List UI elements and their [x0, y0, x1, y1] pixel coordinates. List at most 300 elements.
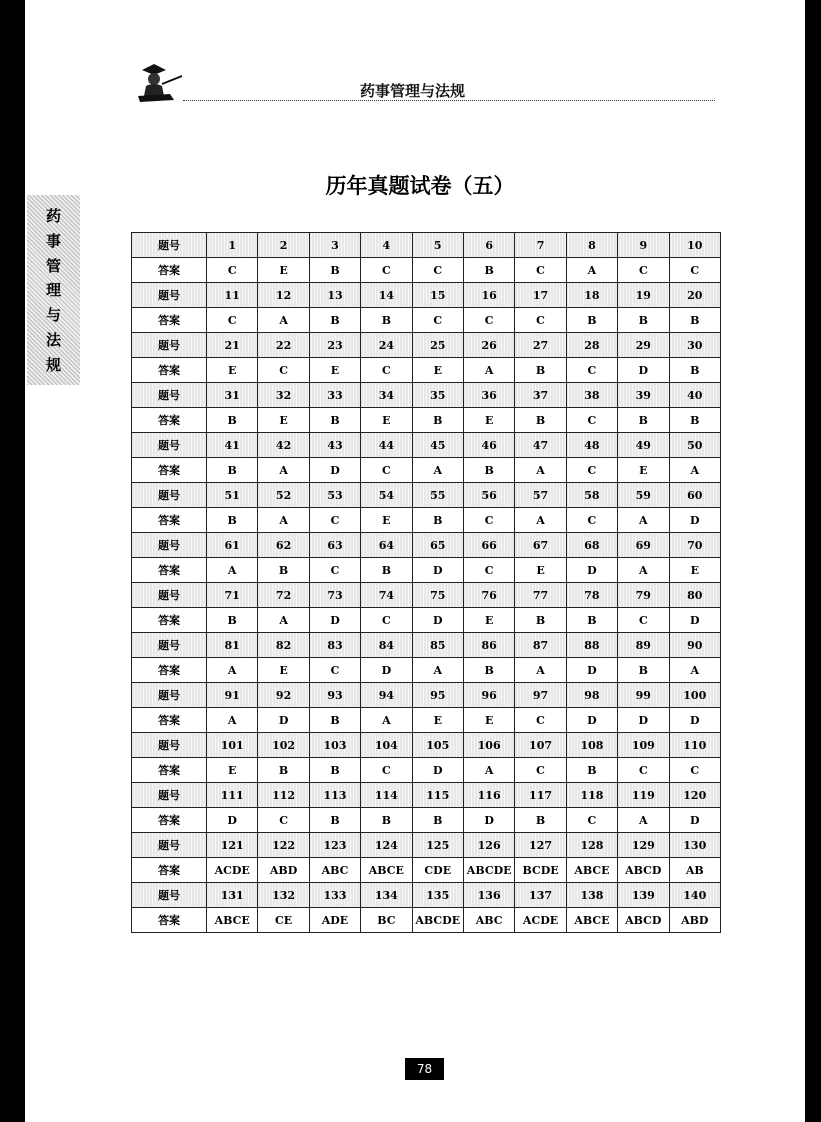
question-number-cell: 22 [258, 333, 309, 358]
answer-cell: C [309, 658, 360, 683]
answer-cell: D [309, 458, 360, 483]
question-number-cell: 102 [258, 733, 309, 758]
row-label: 题号 [132, 433, 207, 458]
question-number-cell: 133 [309, 883, 360, 908]
answer-row [132, 608, 721, 633]
answer-cell: C [361, 458, 412, 483]
question-number-cell: 124 [361, 833, 412, 858]
answer-cell: B [361, 808, 412, 833]
row-label: 答案 [132, 408, 207, 433]
answer-row [132, 808, 721, 833]
answer-cell: B [207, 508, 258, 533]
answer-cell: C [515, 258, 566, 283]
question-number-cell: 53 [309, 483, 360, 508]
answer-cell: ABCDE [463, 858, 514, 883]
answer-cell: A [207, 558, 258, 583]
question-number-cell: 90 [669, 633, 720, 658]
answer-row [132, 758, 721, 783]
question-number-cell: 134 [361, 883, 412, 908]
question-number-cell: 118 [566, 783, 617, 808]
scan-border-left [0, 0, 25, 1122]
question-number-cell: 76 [463, 583, 514, 608]
answer-row [132, 458, 721, 483]
question-number-cell: 59 [618, 483, 669, 508]
side-tab-char: 管 [45, 256, 61, 275]
answer-cell: B [361, 558, 412, 583]
answer-cell: D [566, 658, 617, 683]
answer-cell: B [463, 258, 514, 283]
question-number-cell: 56 [463, 483, 514, 508]
row-label: 题号 [132, 483, 207, 508]
running-header-title: 药事管理与法规 [360, 82, 466, 100]
question-number-cell: 4 [361, 233, 412, 258]
answer-cell: C [463, 558, 514, 583]
answer-cell: B [207, 458, 258, 483]
question-number-row [132, 783, 721, 808]
question-number-cell: 119 [618, 783, 669, 808]
row-label: 答案 [132, 558, 207, 583]
question-number-cell: 79 [618, 583, 669, 608]
question-number-cell: 126 [463, 833, 514, 858]
answer-cell: C [361, 358, 412, 383]
answer-cell: B [207, 608, 258, 633]
side-tab-char: 法 [45, 331, 61, 350]
answer-cell: ADE [309, 908, 360, 933]
row-label: 答案 [132, 308, 207, 333]
question-number-cell: 36 [463, 383, 514, 408]
page-number: 78 [405, 1058, 444, 1080]
answer-cell: E [361, 408, 412, 433]
answer-cell: B [566, 608, 617, 633]
question-number-cell: 45 [412, 433, 463, 458]
answer-cell: B [309, 258, 360, 283]
row-label: 答案 [132, 908, 207, 933]
question-number-cell: 105 [412, 733, 463, 758]
answer-row [132, 908, 721, 933]
question-number-cell: 37 [515, 383, 566, 408]
row-label: 题号 [132, 783, 207, 808]
answer-cell: B [309, 408, 360, 433]
answer-cell: D [669, 708, 720, 733]
question-number-cell: 51 [207, 483, 258, 508]
question-number-cell: 68 [566, 533, 617, 558]
answer-cell: C [515, 708, 566, 733]
answer-cell: C [412, 308, 463, 333]
question-number-cell: 123 [309, 833, 360, 858]
answer-cell: ABD [669, 908, 720, 933]
question-number-cell: 7 [515, 233, 566, 258]
answer-cell: A [566, 258, 617, 283]
answer-row [132, 858, 721, 883]
question-number-cell: 115 [412, 783, 463, 808]
row-label: 题号 [132, 833, 207, 858]
question-number-cell: 92 [258, 683, 309, 708]
question-number-cell: 55 [412, 483, 463, 508]
answer-row [132, 508, 721, 533]
answer-cell: D [463, 808, 514, 833]
answer-cell: C [618, 608, 669, 633]
question-number-row [132, 833, 721, 858]
answer-cell: D [309, 608, 360, 633]
scholar-logo-icon [134, 62, 184, 104]
answer-cell: A [669, 458, 720, 483]
question-number-row [132, 233, 721, 258]
answer-cell: C [618, 258, 669, 283]
question-number-cell: 129 [618, 833, 669, 858]
question-number-row [132, 433, 721, 458]
answer-cell: A [463, 358, 514, 383]
row-label: 题号 [132, 233, 207, 258]
answer-cell: ABCE [207, 908, 258, 933]
answer-cell: C [361, 258, 412, 283]
question-number-cell: 25 [412, 333, 463, 358]
row-label: 题号 [132, 533, 207, 558]
question-number-cell: 42 [258, 433, 309, 458]
row-label: 题号 [132, 283, 207, 308]
answer-cell: B [412, 408, 463, 433]
answer-cell: B [412, 508, 463, 533]
answer-cell: E [463, 408, 514, 433]
answer-cell: B [618, 408, 669, 433]
answer-cell: D [566, 708, 617, 733]
question-number-cell: 5 [412, 233, 463, 258]
answer-cell: E [463, 708, 514, 733]
question-number-cell: 101 [207, 733, 258, 758]
question-number-cell: 41 [207, 433, 258, 458]
answer-cell: AB [669, 858, 720, 883]
question-number-cell: 69 [618, 533, 669, 558]
side-tab-char: 理 [45, 281, 61, 300]
answer-cell: A [515, 508, 566, 533]
answer-cell: E [361, 508, 412, 533]
question-number-cell: 104 [361, 733, 412, 758]
answer-cell: C [566, 808, 617, 833]
row-label: 题号 [132, 883, 207, 908]
answer-cell: B [566, 758, 617, 783]
answer-cell: E [258, 408, 309, 433]
answer-cell: B [515, 358, 566, 383]
row-label: 题号 [132, 733, 207, 758]
answer-cell: BC [361, 908, 412, 933]
question-number-cell: 10 [669, 233, 720, 258]
answer-cell: A [669, 658, 720, 683]
answer-cell: E [669, 558, 720, 583]
answer-cell: E [207, 358, 258, 383]
question-number-cell: 40 [669, 383, 720, 408]
question-number-cell: 60 [669, 483, 720, 508]
scan-border-right [805, 0, 821, 1122]
question-number-cell: 52 [258, 483, 309, 508]
question-number-cell: 48 [566, 433, 617, 458]
question-number-cell: 96 [463, 683, 514, 708]
question-number-cell: 77 [515, 583, 566, 608]
answer-cell: C [207, 308, 258, 333]
answer-cell: C [361, 608, 412, 633]
question-number-cell: 64 [361, 533, 412, 558]
question-number-cell: 139 [618, 883, 669, 908]
question-number-cell: 122 [258, 833, 309, 858]
question-number-cell: 26 [463, 333, 514, 358]
answer-cell: D [412, 608, 463, 633]
question-number-cell: 24 [361, 333, 412, 358]
question-number-cell: 125 [412, 833, 463, 858]
answer-cell: C [258, 358, 309, 383]
question-number-cell: 87 [515, 633, 566, 658]
question-number-row [132, 333, 721, 358]
question-number-cell: 117 [515, 783, 566, 808]
answer-cell: D [618, 358, 669, 383]
row-label: 答案 [132, 508, 207, 533]
answer-cell: ABCE [566, 908, 617, 933]
question-number-cell: 32 [258, 383, 309, 408]
answer-cell: D [361, 658, 412, 683]
question-number-cell: 112 [258, 783, 309, 808]
question-number-cell: 11 [207, 283, 258, 308]
question-number-cell: 95 [412, 683, 463, 708]
question-number-cell: 65 [412, 533, 463, 558]
answer-cell: B [309, 758, 360, 783]
answer-row [132, 408, 721, 433]
answer-cell: E [463, 608, 514, 633]
question-number-cell: 82 [258, 633, 309, 658]
row-label: 题号 [132, 633, 207, 658]
question-number-cell: 128 [566, 833, 617, 858]
row-label: 答案 [132, 658, 207, 683]
question-number-cell: 18 [566, 283, 617, 308]
question-number-cell: 63 [309, 533, 360, 558]
question-number-cell: 54 [361, 483, 412, 508]
answer-cell: A [207, 708, 258, 733]
question-number-cell: 113 [309, 783, 360, 808]
answer-cell: B [618, 658, 669, 683]
question-number-cell: 15 [412, 283, 463, 308]
answer-row [132, 358, 721, 383]
answer-cell: C [258, 808, 309, 833]
answer-cell: ABCE [566, 858, 617, 883]
answer-cell: B [258, 558, 309, 583]
question-number-row [132, 483, 721, 508]
answer-cell: B [463, 458, 514, 483]
answer-cell: C [207, 258, 258, 283]
answer-cell: BCDE [515, 858, 566, 883]
page-title: 历年真题试卷（五） [325, 174, 515, 198]
question-number-cell: 62 [258, 533, 309, 558]
question-number-cell: 135 [412, 883, 463, 908]
question-number-cell: 114 [361, 783, 412, 808]
question-number-cell: 30 [669, 333, 720, 358]
answer-cell: B [515, 808, 566, 833]
question-number-cell: 140 [669, 883, 720, 908]
answer-cell: C [515, 308, 566, 333]
question-number-cell: 17 [515, 283, 566, 308]
row-label: 答案 [132, 708, 207, 733]
question-number-cell: 85 [412, 633, 463, 658]
answer-cell: A [258, 458, 309, 483]
answer-cell: CDE [412, 858, 463, 883]
question-number-cell: 107 [515, 733, 566, 758]
answer-cell: B [618, 308, 669, 333]
question-number-cell: 81 [207, 633, 258, 658]
question-number-cell: 34 [361, 383, 412, 408]
question-number-cell: 61 [207, 533, 258, 558]
question-number-cell: 19 [618, 283, 669, 308]
question-number-cell: 67 [515, 533, 566, 558]
answer-cell: B [669, 408, 720, 433]
question-number-cell: 8 [566, 233, 617, 258]
question-number-row [132, 633, 721, 658]
answer-cell: E [618, 458, 669, 483]
answer-row [132, 308, 721, 333]
question-number-row [132, 283, 721, 308]
row-label: 答案 [132, 358, 207, 383]
question-number-row [132, 733, 721, 758]
answer-cell: ACDE [515, 908, 566, 933]
question-number-cell: 86 [463, 633, 514, 658]
question-number-cell: 108 [566, 733, 617, 758]
answer-cell: ABC [309, 858, 360, 883]
answer-cell: C [361, 758, 412, 783]
answer-cell: A [618, 808, 669, 833]
question-number-cell: 131 [207, 883, 258, 908]
side-tab-char: 与 [45, 306, 61, 325]
answer-row [132, 658, 721, 683]
answer-cell: C [412, 258, 463, 283]
answer-cell: A [361, 708, 412, 733]
row-label: 答案 [132, 258, 207, 283]
question-number-cell: 23 [309, 333, 360, 358]
question-number-cell: 116 [463, 783, 514, 808]
answer-cell: C [618, 758, 669, 783]
answer-cell: D [412, 558, 463, 583]
question-number-cell: 73 [309, 583, 360, 608]
answer-row [132, 708, 721, 733]
question-number-cell: 94 [361, 683, 412, 708]
question-number-cell: 38 [566, 383, 617, 408]
answer-cell: B [669, 358, 720, 383]
question-number-cell: 130 [669, 833, 720, 858]
question-number-cell: 120 [669, 783, 720, 808]
question-number-cell: 93 [309, 683, 360, 708]
answer-cell: E [412, 708, 463, 733]
answer-cell: ABCDE [412, 908, 463, 933]
answer-cell: ACDE [207, 858, 258, 883]
answer-cell: D [412, 758, 463, 783]
question-number-row [132, 883, 721, 908]
answer-cell: ABC [463, 908, 514, 933]
answer-cell: B [309, 708, 360, 733]
question-number-cell: 14 [361, 283, 412, 308]
answer-cell: C [566, 408, 617, 433]
question-number-cell: 103 [309, 733, 360, 758]
question-number-row [132, 683, 721, 708]
question-number-cell: 70 [669, 533, 720, 558]
question-number-cell: 47 [515, 433, 566, 458]
question-number-row [132, 583, 721, 608]
question-number-cell: 83 [309, 633, 360, 658]
row-label: 答案 [132, 858, 207, 883]
answer-cell: B [412, 808, 463, 833]
question-number-cell: 28 [566, 333, 617, 358]
question-number-cell: 6 [463, 233, 514, 258]
answer-cell: A [618, 508, 669, 533]
answer-cell: B [309, 308, 360, 333]
answer-cell: C [463, 508, 514, 533]
answer-cell: C [669, 258, 720, 283]
answer-cell: ABCD [618, 908, 669, 933]
answer-cell: B [669, 308, 720, 333]
row-label: 答案 [132, 758, 207, 783]
question-number-cell: 66 [463, 533, 514, 558]
question-number-cell: 100 [669, 683, 720, 708]
question-number-cell: 3 [309, 233, 360, 258]
answer-cell: B [309, 808, 360, 833]
question-number-cell: 16 [463, 283, 514, 308]
answer-cell: A [207, 658, 258, 683]
question-number-cell: 9 [618, 233, 669, 258]
question-number-cell: 75 [412, 583, 463, 608]
answer-cell: C [669, 758, 720, 783]
question-number-cell: 35 [412, 383, 463, 408]
answer-cell: B [463, 658, 514, 683]
question-number-cell: 71 [207, 583, 258, 608]
answer-cell: D [566, 558, 617, 583]
answer-cell: A [258, 608, 309, 633]
answer-cell: A [412, 458, 463, 483]
answer-cell: A [618, 558, 669, 583]
question-number-cell: 137 [515, 883, 566, 908]
question-number-cell: 106 [463, 733, 514, 758]
row-label: 答案 [132, 608, 207, 633]
answer-cell: ABD [258, 858, 309, 883]
answer-cell: D [669, 508, 720, 533]
answer-cell: A [258, 508, 309, 533]
answer-table [131, 232, 721, 933]
question-number-cell: 84 [361, 633, 412, 658]
answer-cell: E [207, 758, 258, 783]
question-number-cell: 57 [515, 483, 566, 508]
answer-cell: E [258, 658, 309, 683]
question-number-cell: 74 [361, 583, 412, 608]
answer-row [132, 258, 721, 283]
question-number-cell: 111 [207, 783, 258, 808]
answer-cell: B [361, 308, 412, 333]
answer-cell: A [515, 658, 566, 683]
answer-cell: C [566, 508, 617, 533]
question-number-row [132, 383, 721, 408]
question-number-row [132, 533, 721, 558]
answer-cell: C [309, 508, 360, 533]
question-number-cell: 98 [566, 683, 617, 708]
answer-cell: E [412, 358, 463, 383]
answer-cell: E [258, 258, 309, 283]
question-number-cell: 109 [618, 733, 669, 758]
question-number-cell: 89 [618, 633, 669, 658]
question-number-cell: 99 [618, 683, 669, 708]
answer-cell: C [309, 558, 360, 583]
question-number-cell: 21 [207, 333, 258, 358]
question-number-cell: 121 [207, 833, 258, 858]
answer-cell: A [463, 758, 514, 783]
answer-cell: A [515, 458, 566, 483]
answer-cell: E [309, 358, 360, 383]
answer-cell: D [258, 708, 309, 733]
answer-cell: B [207, 408, 258, 433]
answer-row [132, 558, 721, 583]
header-divider [183, 100, 715, 101]
question-number-cell: 20 [669, 283, 720, 308]
question-number-cell: 31 [207, 383, 258, 408]
side-tab-char: 规 [45, 355, 61, 374]
